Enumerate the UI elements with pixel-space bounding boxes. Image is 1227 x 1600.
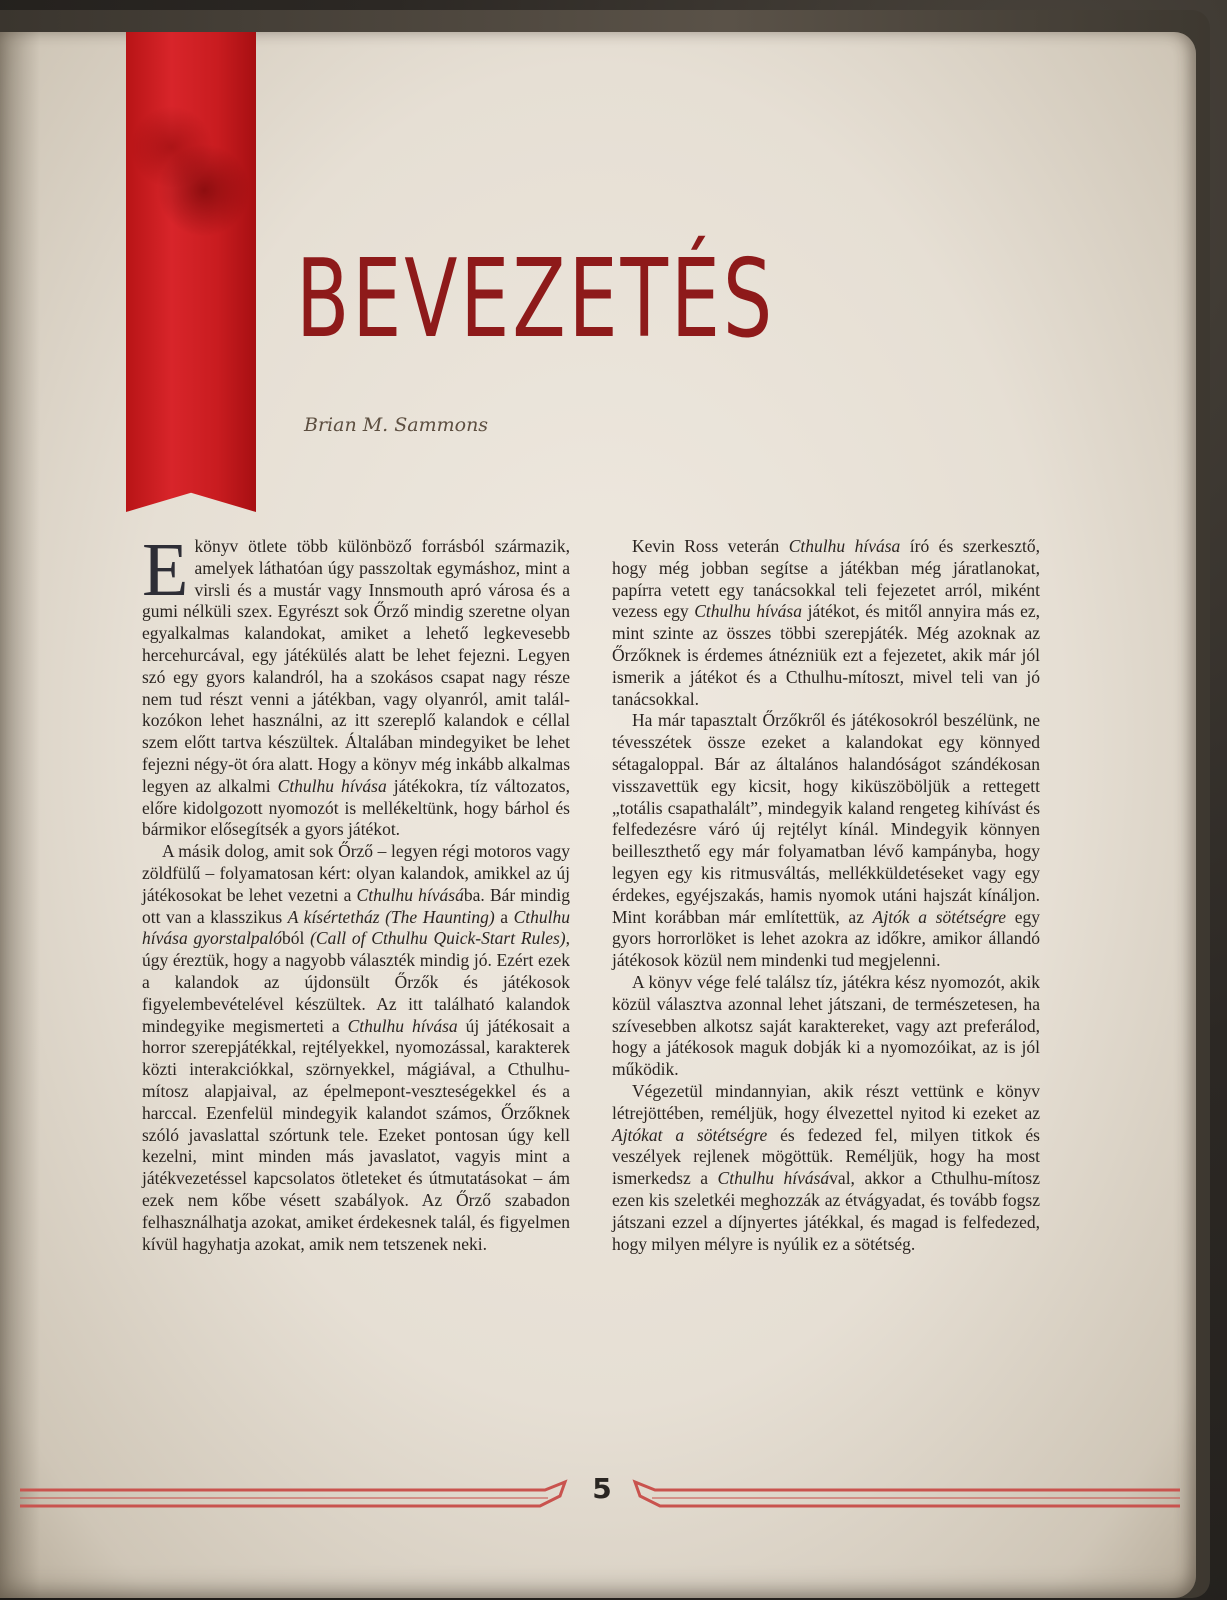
paragraph (142, 528, 570, 841)
book-title-run: (Call of Cthulhu Quick-Start Rules) (310, 928, 566, 949)
text-run: egy gyors horrorlöket is lehet azokra az időkre, amikor állandó játékosok közül nem mindenki tud megjelenni. (612, 906, 1040, 971)
book-title-run: Ajtókat a sötétségre (612, 1124, 768, 1145)
right-text-column (612, 536, 1040, 1255)
book-title-run: A kísértetház (The Haunting) (287, 906, 495, 927)
text-run: , úgy éreztük, hogy a nagyobb választék mindig jó. Ezért ezek a kalandok az újdonsült Őrzők és játékosok figyelembevételével készültek. Az itt található kalandok mindegyike megismerteti a (142, 928, 570, 1036)
text-run: játékokra, tíz változatos, előre kidolgozott nyomozót is mellékeltünk, hogy bárhol és bármikor elősegítsék a gyors játékot. (142, 775, 570, 840)
text-run: ból (281, 928, 311, 949)
page-number: 5 (592, 1472, 612, 1505)
paragraph: A könyv vége felé találsz tíz, játékra kész nyomozót, akik közül választva azonnal lehet játszani, de természetesen, ha szívesebben alkotsz saját karaktereket, vagy azt preferálod, hogy a játékosok maguk dobják ki a nyomozóikat, az is jól működik. (612, 971, 1040, 1080)
drop-cap: E (142, 528, 189, 612)
left-text-column (142, 528, 570, 1255)
text-run: játékot, és mitől annyira más ez, mint szinte az összes többi szerepjáték. Még azoknak az Őrzőknek is érdemes átnézniük ezt a fejezetet, akik már jól ismerik a játékot és a Cthulhu-mítoszt, mivel teli van jó tanácsokkal. (612, 601, 1040, 709)
text-run: a (494, 906, 514, 927)
text-run: író és szerkesztő, hogy még jobban segítse a játékban még járatlanokat, papírra vetett egy tanácsokkal teli fejezetet arról, miként vezess egy (612, 536, 1040, 622)
right-rule (635, 1482, 1180, 1506)
paragraph (612, 710, 1040, 972)
book-title-run: Cthulhu hívásá (356, 884, 464, 905)
text-run: új játékosait a horror szerepjátékkal, rejtélyekkel, nyomozással, karakterek közti interakciókkal, szörnyekkel, mágiával, a Cthulhumítosz alapjaival, az épelmepont-veszteségekkel és a harccal. Ezenfelül mindegyik kalandot számos, Őrzőknek szóló javaslattal szórtunk tele. Ezeket pontosan úgy kell kezelni, mint minden más javaslatot, vagyis mint a játékvezetéssel kapcsolatos ötleteket és útmutatásokat – ám ezek nem kőbe vésett szabályok. Az Őrző szabadon felhasználhatja azokat, amiket érdekesnek talál, és figyelmen kívül hagyhatja azokat, amik nem tetszenek neki. (142, 1015, 570, 1254)
text-run: és fedezed fel, milyen titkok és veszélyek rejlenek mögöttük. Reméljük, hogy ha most ismerkedsz a (612, 1124, 1040, 1189)
left-rule (20, 1482, 565, 1506)
paragraph (612, 1081, 1040, 1255)
chapter-title: BEVEZETÉS (296, 237, 776, 362)
book-title-run: Ajtók a sötétségre (872, 906, 1007, 927)
text-run: val, akkor a Cthulhu-mítosz ezen kis szeletkéi meghozzák az étvágyadat, és tovább fogsz játszani ezzel a díjnyertes játékkal, és magad is felfedezed, hogy milyen mélyre is nyúlik ez a sötétség. (612, 1168, 1040, 1254)
text-run: Végezetül mindannyian, akik részt vettünk e könyv létrejöttében, reméljük, hogy élvezettel nyitod ki ezeket az (612, 1080, 1040, 1123)
book-title-run: Cthulhu hívása gyorstalpaló (142, 906, 570, 949)
paragraph (612, 536, 1040, 710)
paragraph (142, 841, 570, 1255)
book-title-run: Cthulhu hívása (347, 1015, 458, 1036)
text-run: ba. Bár mindig ott van a klasszikus (142, 884, 570, 927)
book-title-run: Cthulhu hívása (277, 775, 387, 796)
text-run: Ha már tapasztalt Őrzőkről és játékosokról beszélünk, ne tévesszétek össze ezeket a kalandokat egy könnyed sétagaloppal. Bár az általános halandóságot szándékosan visszavettük egy kicsit, hogy kiküszöböljük a rettegett „totális csapathalált”, mindegyik kaland rengeteg kihívást és felfedezésre váró új rejtélyt kínál. Mindegyik könnyen beilleszthető egy már folyamatban lévő kampányba, hogy legyen egy kis ritmusváltás, mellékküldetéseket vagy egy érdekes, egyéjszakás, hamis nyomok utáni hajszát kínáljon. Mint korábban már említettük, az (612, 710, 1040, 927)
bookmark-ribbon-icon (126, 32, 256, 512)
author-name: Brian M. Sammons (304, 414, 489, 436)
book-title-run: Cthulhu hívása (788, 536, 901, 556)
text-run: A másik dolog, amit sok Őrző – legyen régi motoros vagy zöldfülű – folyamatosan kért: olyan kalandok, amikkel az új játékosokat be lehet vezetni a (142, 841, 570, 905)
text-run: könyv ötlete több különböző forrásból származik, amelyek láthatóan úgy passzoltak egymáshoz, mint a virsli és a mustár vagy Innsmouth apró városa és a gumi nélküli szex. Egyrészt sok Őrző mindig szeretne olyan egyalkalmas kalandokat, amiket a lehető legkevesebb hercehurcával, egy játékülés alatt be lehet fejezni. Legyen szó egy gyors kalandról, ha a szokásos csapat nagy része nem tud részt venni a játékban, vagy olyanról, amit találkozókon lehet használni, az itt szereplő kalandok e céllal szem előtt tartva készültek. Általában mindegyiket be lehet fejezni négy-öt óra alatt. Hogy a könyv még inkább alkalmas legyen az alkalmi (142, 536, 570, 796)
book-title-run: Cthulhu hívása (694, 601, 802, 622)
book-title-run: Cthulhu hívásá (717, 1168, 830, 1189)
text-run: Kevin Ross veterán (632, 536, 789, 556)
